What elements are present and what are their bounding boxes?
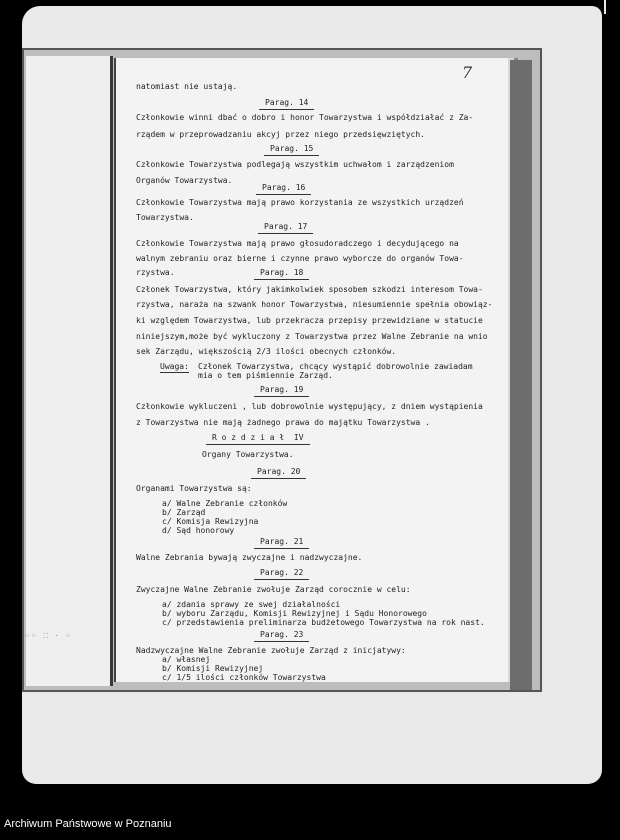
list-item: a/ Walne Zebranie członków xyxy=(162,499,288,508)
left-page-leaf xyxy=(26,56,113,686)
list-item: c/ przedstawienia preliminarza budżetowego Towarzystwa na rok nast. xyxy=(162,618,485,627)
text-line: natomiast nie ustają. xyxy=(136,82,238,91)
text-line: rzystwa, naraża na szwank honor Towarzystwa, niesumiennie spełnia obowiąz- xyxy=(136,300,493,309)
heading-parag-16: Parag. 16 xyxy=(256,183,311,195)
text-line: Nadzwyczajne Walne Zebranie zwołuje Zarząd z inicjatywy: xyxy=(136,646,406,655)
text-line: niniejszym,może być wykluczony z Towarzystwa przez Walne Zebranie na wnio xyxy=(136,332,488,341)
text-line: Organów Towarzystwa. xyxy=(136,176,233,185)
page-number: 7 xyxy=(462,63,473,82)
text-line: Członkowie Towarzystwa podlegają wszystkim uchwałom i zarządzeniom xyxy=(136,160,454,169)
text-line: Członkowie Towarzystwa mają prawo głosudoradczego i decydującego na xyxy=(136,239,459,248)
text-line: sek Zarządu, większością 2/3 ilości obecnych członków. xyxy=(136,347,397,356)
list-item: a/ zdania sprawy ze swej działalności xyxy=(162,600,341,609)
list-item: c/ Komisja Rewizyjna xyxy=(162,517,259,526)
text-line: z Towarzystwa nie mają żadnego prawa do majątku Towarzystwa . xyxy=(136,418,430,427)
list-item: b/ wyboru Zarządu, Komisji Rewizyjnej i Sądu Honorowego xyxy=(162,609,427,618)
text-line: Członek Towarzystwa, który jakimkolwiek sposobem szkodzi interesom Towa- xyxy=(136,285,483,294)
section-title: Organy Towarzystwa. xyxy=(202,450,294,459)
heading-rozdzial-iv: R o z d z i a ł IV xyxy=(206,433,310,445)
text-line: Członkowie winni dbać o dobro i honor Towarzystwa i współdziałać z Za- xyxy=(136,113,474,122)
list-item: b/ Zarząd xyxy=(162,508,206,517)
text-line: rzystwa. xyxy=(136,268,175,277)
heading-parag-17: Parag. 17 xyxy=(258,222,313,234)
heading-parag-21: Parag. 21 xyxy=(254,537,309,549)
heading-parag-18: Parag. 18 xyxy=(254,268,309,280)
list-item: d/ Sąd honorowy xyxy=(162,526,235,535)
text-line: Walne Zebrania bywają zwyczajne i nadzwyczajne. xyxy=(136,553,363,562)
text-line: Członek Towarzystwa, chcący wystąpić dobrowolnie zawiadam xyxy=(198,362,473,371)
text-line: Towarzystwa. xyxy=(136,213,194,222)
text-line: Członkowie Towarzystwa mają prawo korzystania ze wszystkich urządzeń xyxy=(136,198,464,207)
heading-parag-22: Parag. 22 xyxy=(254,568,309,580)
text-line: ki względem Towarzystwa, lub przekracza przepisy przewidziane w statucie xyxy=(136,316,483,325)
text-line: mia o tem piśmiennie Zarząd. xyxy=(198,371,333,380)
list-item: a/ własnej xyxy=(162,655,211,664)
heading-parag-23: Parag. 23 xyxy=(254,630,309,642)
heading-parag-15: Parag. 15 xyxy=(264,144,319,156)
heading-parag-14: Parag. 14 xyxy=(259,98,314,110)
margin-notes: ⁘⁘ ⁚⁚ · ⁘ xyxy=(24,632,72,640)
text-line: Zwyczajne Walne Zebranie zwołuje Zarząd corocznie w celu: xyxy=(136,585,411,594)
heading-parag-19: Parag. 19 xyxy=(254,385,309,397)
archive-credit: Archiwum Państwowe w Poznaniu xyxy=(4,818,172,830)
folder-right-edge xyxy=(510,60,532,690)
text-line: Organami Towarzystwa są: xyxy=(136,484,252,493)
text-line: walnym zebraniu oraz bierne i czynne prawo wyborcze do organów Towa- xyxy=(136,254,464,263)
list-item: b/ Komisji Rewizyjnej xyxy=(162,664,264,673)
text-line: Członkowie wykluczeni , lub dobrowolnie występujący, z dniem wystąpienia xyxy=(136,402,483,411)
text-line: rządem w przeprowadzaniu akcyj przez niego przedsięwziętych. xyxy=(136,130,425,139)
note-label: Uwaga: xyxy=(160,362,189,371)
list-item: c/ 1/5 ilości członków Towarzystwa xyxy=(162,673,326,682)
heading-parag-20: Parag. 20 xyxy=(251,467,306,479)
film-frame-edge xyxy=(590,0,606,14)
